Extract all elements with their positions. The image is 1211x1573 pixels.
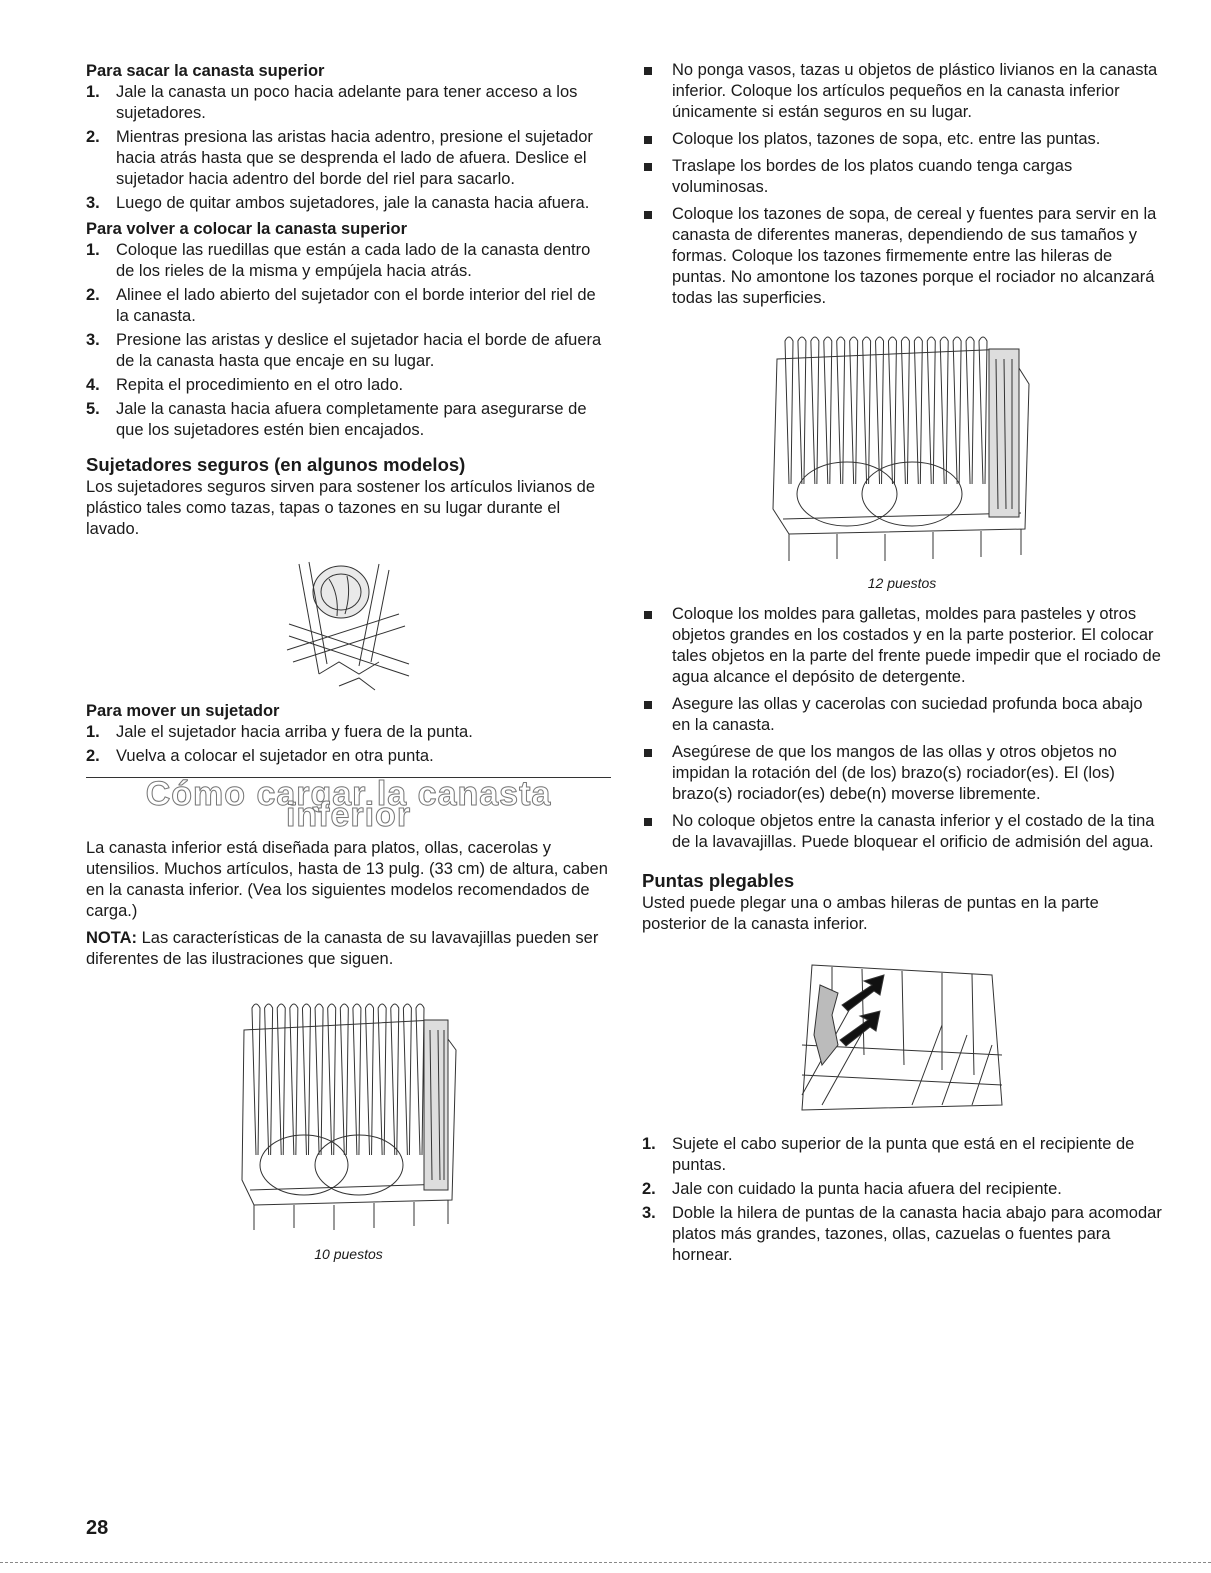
list-item: 1. Coloque las ruedillas que están a cada lado de la canasta dentro de los rieles de la misma y empújela hacia atrás. [86,241,591,280]
plate-outline [876,337,884,484]
plate-outline [252,1004,260,1155]
list-item: Coloque los platos, tazones de sopa, etc. entre las puntas. [642,129,1162,150]
rack-10-settings-illustration [234,990,464,1240]
folding-tines-heading: Puntas plegables [642,870,795,891]
rack-12-settings-illustration [767,329,1037,569]
list-item: 3. Doble la hilera de puntas de la canasta hacia abajo para acomodar platos más grandes, tazones, ollas, cazuelas o fuentes para hornear. [642,1204,1162,1264]
list-item: No coloque objetos entre la canasta inferior y el costado de la tina de la lavavajillas. Puede bloquear el orificio de admisión del agua. [642,811,1162,853]
list-item: Asegure las ollas y cacerolas con suciedad profunda boca abajo en la canasta. [642,694,1162,736]
caption-10-settings: 10 puestos [314,1246,383,1262]
bullet-icon [644,611,652,619]
list-item: Coloque los moldes para galletas, moldes para pasteles y otros objetos grandes en los costados y en la parte posterior. El colocar tales objetos en la parte del frente puede impedir que el rociado de agua alcance el depósito de detergente. [642,604,1162,688]
plate-outline [340,1004,348,1155]
bullet-icon [644,67,652,75]
right-column [642,60,1162,1270]
bullet-icon [644,163,652,171]
list-item: 5. Jale la canasta hacia afuera completamente para asegurarse de que los sujetadores estén bien encajados. [86,400,587,439]
plate-outline [365,1004,373,1155]
move-clip-steps [86,722,611,767]
list-item: 1. Jale el sujetador hacia arriba y fuera de la punta. [86,723,473,741]
list-item: 1. Sujete el cabo superior de la punta que está en el recipiente de puntas. [642,1135,1135,1174]
note-paragraph [86,928,611,970]
large-items-tips-list [642,604,1162,853]
plate-outline [327,1004,335,1155]
bullet-icon [644,818,652,826]
bullet-icon [644,749,652,757]
note-text: Las características de la canasta de su lavavajillas pueden ser diferentes de las ilustraciones que siguen. [86,929,599,968]
intro-paragraph: La canasta inferior está diseñada para platos, ollas, cacerolas y utensilios. Muchos artículos, hasta de 13 pulg. (33 cm) de altura, caben en la canasta inferior. (Vea los siguientes modelos recomendados de carga.) [86,839,608,920]
list-item: 4. Repita el procedimiento en el otro lado. [86,376,404,394]
list-item: 3. Presione las aristas y deslice el sujetador hacia el borde de afuera de la canasta hasta que encaje en su lugar. [86,331,602,370]
list-item: 1. Jale la canasta un poco hacia adelante para tener acceso a los sujetadores. [86,83,578,122]
plate-outline [888,337,896,484]
remove-rack-steps [86,82,611,214]
folding-tines-steps [642,1134,1162,1266]
plate-outline [352,1004,360,1155]
caption-12-settings: 12 puestos [867,575,937,591]
loading-tips-list [642,60,1162,309]
list-item: Traslape los bordes de los platos cuando tenga cargas voluminosas. [642,156,1162,198]
secure-clips-text: Los sujetadores seguros sirven para sostener los artículos livianos de plástico tales como tazas, tapas o tazones en su lugar durante el lavado. [86,478,596,538]
list-item: 2. Mientras presiona las aristas hacia adentro, presione el sujetador hacia atrás hasta que se desprenda el lado de afuera. Deslice el sujetador hacia adentro del borde del riel para sacarlo. [86,128,593,188]
plate-outline [979,337,987,484]
note-label: NOTA: [86,929,138,947]
secure-clips-heading: Sujetadores seguros (en algunos modelos) [86,454,466,475]
plate-outline [289,1004,297,1155]
list-item: 3. Luego de quitar ambos sujetadores, jale la canasta hacia afuera. [86,194,590,212]
list-item: 2. Vuelva a colocar el sujetador en otra punta. [86,747,434,765]
plate-outline [264,1004,272,1155]
plate-outline [863,337,871,484]
plate-outline [953,337,961,484]
plate-outline [927,337,935,484]
bullet-icon [644,211,652,219]
replace-rack-steps [86,240,611,441]
plate-outline [403,1004,411,1155]
bottom-divider [0,1562,1211,1563]
plate-outline [798,337,806,484]
list-item: Coloque los tazones de sopa, de cereal y fuentes para servir en la canasta de diferentes maneras, dependiendo de sus tamaños y formas. Coloque los tazones firmemente entre las hileras de puntas. No amontone los tazones porque el rociador no alcanzará todas las superficies. [642,204,1162,309]
page-number: 28 [86,1517,109,1539]
plate-outline [811,337,819,484]
secure-clip-illustration [279,554,419,694]
folding-tines-text: Usted puede plegar una o ambas hileras de puntas en la parte posterior de la canasta inferior. [642,894,1099,933]
plate-outline [940,337,948,484]
plate-outline [390,1004,398,1155]
section-title: Cómo cargar la canasta inferior [145,775,552,834]
bullet-icon [644,701,652,709]
list-item: Asegúrese de que los mangos de las ollas y otros objetos no impidan la rotación del (de los) brazo(s) rociador(es). El (los) brazo(s) rociador(es) debe(n) moverse libremente. [642,742,1162,805]
plate-outline [824,337,832,484]
plate-outline [966,337,974,484]
plate-outline [277,1004,285,1155]
remove-rack-heading: Para sacar la canasta superior [86,62,325,80]
move-clip-heading: Para mover un sujetador [86,702,280,720]
list-item: 2. Alinee el lado abierto del sujetador con el borde interior del riel de la canasta. [86,286,596,325]
replace-rack-heading: Para volver a colocar la canasta superior [86,220,408,238]
left-column [86,60,611,1275]
bullet-icon [644,136,652,144]
list-item: No ponga vasos, tazas u objetos de plástico livianos en la canasta inferior. Coloque los artículos pequeños en la canasta inferior únicamente si están seguros en su lugar. [642,60,1162,123]
plate-outline [416,1004,424,1155]
plate-outline [378,1004,386,1155]
list-item: 2. Jale con cuidado la punta hacia afuera del recipiente. [642,1180,1062,1198]
folding-tines-illustration [792,945,1012,1120]
